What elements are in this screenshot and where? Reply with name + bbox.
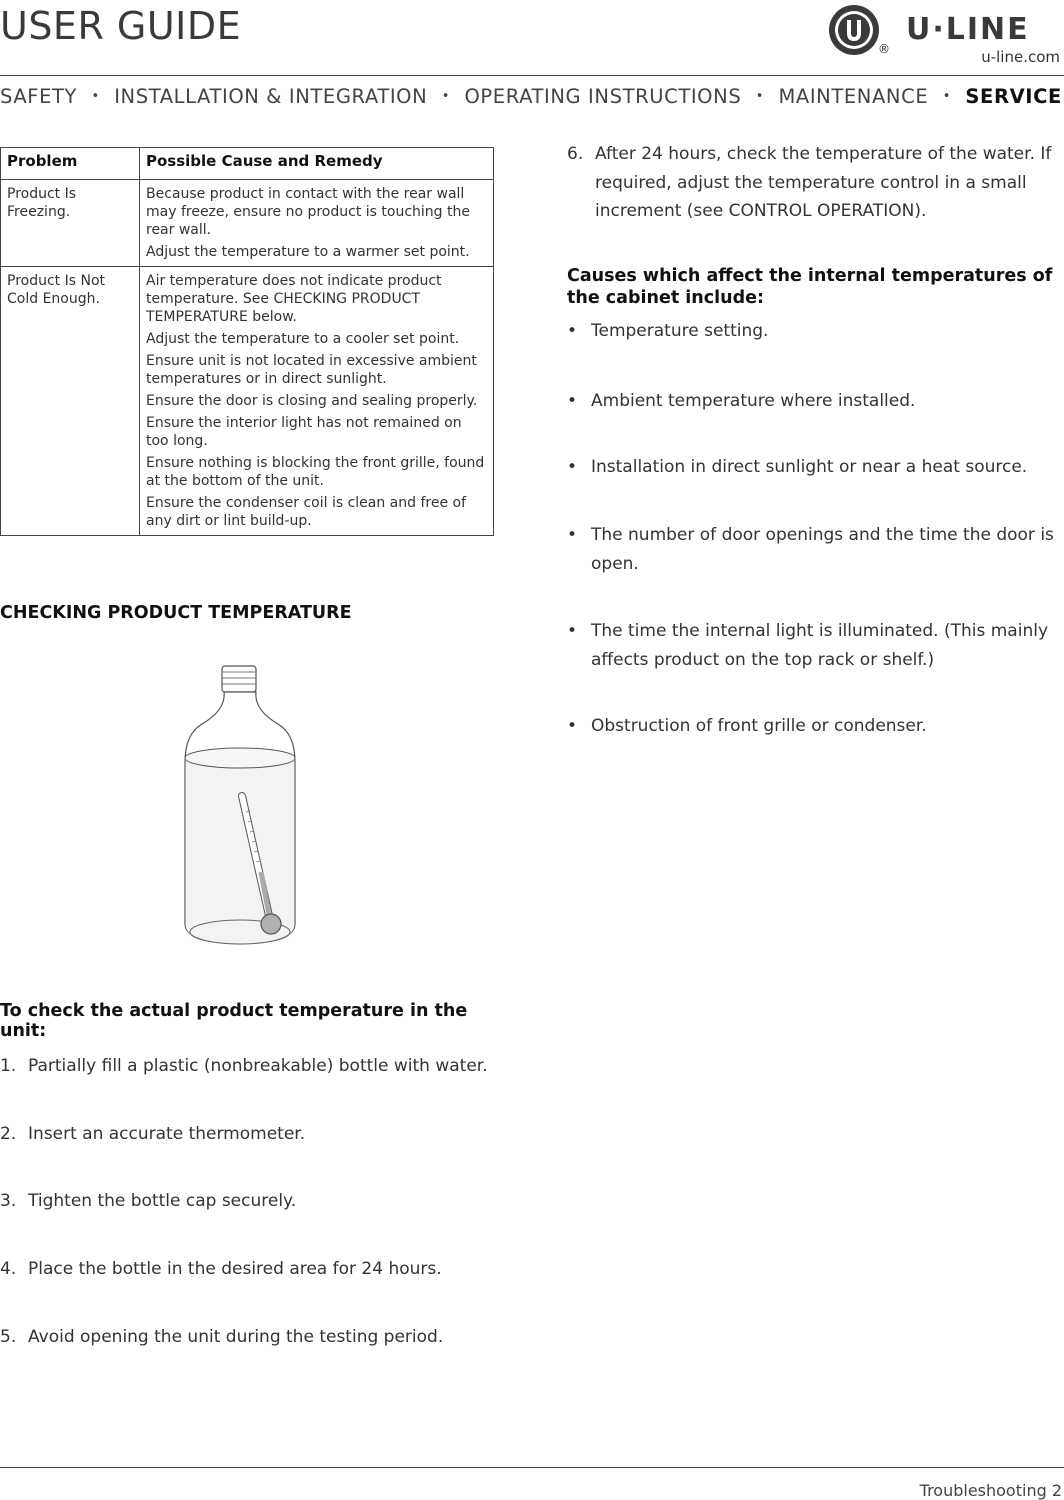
list-item — [0, 1327, 443, 1347]
bullet-icon: • — [567, 321, 578, 341]
remedy-text: Air temperature does not indicate product temperature. See CHECKING PRODUCT TEMPERATURE below. — [146, 273, 442, 325]
causes-heading: Causes which affect the internal temperatures of the cabinet include: — [567, 266, 1053, 308]
brand-wordmark: U·LINE — [906, 12, 1030, 47]
table-header-row — [1, 148, 494, 180]
nav-item-installation: INSTALLATION & INTEGRATION — [114, 85, 428, 108]
cause-text: Installation in direct sunlight or near a heat source. — [591, 457, 1028, 477]
list-item — [0, 1056, 488, 1076]
bullet-icon: • — [567, 391, 578, 411]
table-row — [1, 267, 494, 536]
list-item — [567, 140, 1062, 226]
step-number: 2. — [0, 1124, 17, 1144]
cause-text: Ambient temperature where installed. — [591, 391, 916, 411]
nav-separator: • — [942, 89, 951, 104]
nav-separator: • — [441, 89, 451, 104]
nav-item-operating: OPERATING INSTRUCTIONS — [464, 85, 742, 108]
step-text: Place the bottle in the desired area for 24 hours. — [28, 1259, 442, 1279]
nav-item-maintenance: MAINTENANCE — [778, 85, 929, 108]
step-number: 4. — [0, 1259, 17, 1279]
list-item — [567, 453, 1062, 482]
step-text: Insert an accurate thermometer. — [28, 1124, 306, 1144]
remedy-text: Ensure unit is not located in excessive ambient temperatures or in direct sunlight. — [146, 353, 477, 387]
nav-separator: • — [755, 89, 765, 104]
step-number: 6. — [567, 144, 584, 164]
list-item — [567, 617, 1062, 674]
remedy-text: Ensure the condenser coil is clean and free of any dirt or lint build-up. — [146, 495, 467, 529]
remedy-text: Ensure the door is closing and sealing properly. — [146, 393, 478, 409]
step-text: After 24 hours, check the temperature of the water. If required, adjust the temperature control in a small increment (see CONTROL OPERATION). — [595, 144, 1052, 221]
problem-cell: Product Is Freezing. — [1, 180, 140, 267]
footer-page-label: Troubleshooting 2 — [919, 1481, 1062, 1500]
problem-cell: Product Is Not Cold Enough. — [1, 267, 140, 536]
table-row — [1, 180, 494, 267]
list-item — [0, 1191, 296, 1211]
remedy-text: Ensure nothing is blocking the front grille, found at the bottom of the unit. — [146, 455, 485, 489]
troubleshooting-table — [0, 147, 494, 536]
list-item — [567, 712, 1062, 741]
list-item — [0, 1259, 442, 1279]
step-text: Partially fill a plastic (nonbreakable) bottle with water. — [28, 1056, 488, 1076]
bullet-icon: • — [567, 716, 578, 736]
checking-heading: CHECKING PRODUCT TEMPERATURE — [0, 603, 352, 623]
checking-subheading: To check the actual product temperature in the unit: — [0, 1001, 468, 1041]
list-item — [567, 387, 1062, 416]
remedy-text: Adjust the temperature to a warmer set point. — [146, 244, 470, 260]
list-item — [0, 1124, 305, 1144]
remedy-text: Adjust the temperature to a cooler set point. — [146, 331, 460, 347]
step-text: Tighten the bottle cap securely. — [28, 1191, 297, 1211]
remedy-cell — [140, 180, 494, 267]
bottle-thermometer-illustration — [180, 662, 300, 948]
remedy-text: Because product in contact with the rear wall may freeze, ensure no product is touching the rear wall. — [146, 186, 470, 238]
registered-mark: ® — [878, 42, 890, 56]
remedy-text: Ensure the interior light has not remained on too long. — [146, 415, 462, 449]
u-line-logo — [828, 2, 1062, 66]
section-nav — [0, 85, 1062, 108]
footer-rule — [0, 1467, 1064, 1468]
cause-text: The number of door openings and the time the door is open. — [591, 525, 1054, 574]
bullet-icon: • — [567, 457, 578, 477]
cause-text: Obstruction of front grille or condenser. — [591, 716, 927, 736]
column-header-problem: Problem — [1, 148, 140, 180]
list-item — [567, 521, 1062, 578]
page-title: USER GUIDE — [0, 4, 242, 48]
step-number: 3. — [0, 1191, 17, 1211]
step-number: 1. — [0, 1056, 17, 1076]
list-item — [567, 317, 1062, 346]
bullet-icon: • — [567, 621, 578, 641]
cause-text: Temperature setting. — [591, 321, 769, 341]
bullet-icon: • — [567, 525, 578, 545]
cause-text: The time the internal light is illuminated. (This mainly affects product on the top rack or shelf.) — [591, 621, 1049, 670]
nav-item-service: SERVICE — [965, 85, 1062, 108]
column-header-remedy: Possible Cause and Remedy — [140, 148, 494, 180]
header-rule — [0, 75, 1064, 76]
nav-separator: • — [91, 89, 100, 104]
nav-item-safety: SAFETY — [0, 85, 78, 108]
step-text: Avoid opening the unit during the testing period. — [28, 1327, 444, 1347]
brand-url: u-line.com — [981, 48, 1060, 66]
remedy-cell — [140, 267, 494, 536]
step-number: 5. — [0, 1327, 17, 1347]
